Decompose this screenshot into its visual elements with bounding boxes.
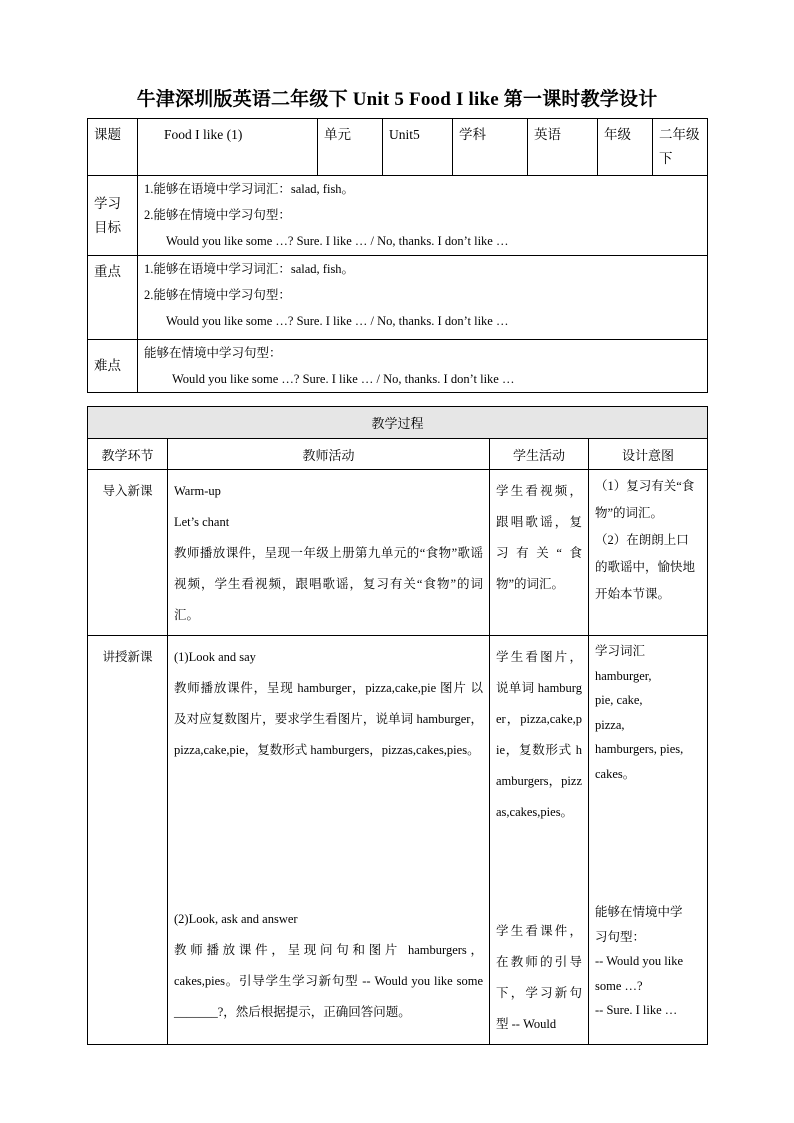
lesson-info-table — [87, 118, 708, 393]
unit-label: 单元 — [318, 119, 383, 176]
topic-label: 课题 — [88, 119, 138, 176]
goals-label: 学习目标 — [88, 176, 138, 256]
text-line: Let’s chant — [174, 515, 230, 529]
topic-value: Food I like (1) — [138, 119, 318, 176]
intent-line: -- Sure. I like … — [595, 1003, 678, 1017]
subject-value: 英语 — [528, 119, 598, 176]
intent-line: some …? — [595, 978, 643, 993]
text-paragraph: 教师播放课件，呈现一年级上册第九单元的“食物”歌谣视频，学生看视频，跟唱歌谣，复习有关“食物”的词汇。 — [174, 546, 483, 622]
goals-content — [138, 176, 708, 256]
goals-line: 1.能够在语境中学习词汇：salad, fish。 — [144, 182, 355, 196]
text-paragraph: 学生看课件，在教师的引导下，学习新句型 -- Would — [496, 924, 582, 1031]
text-paragraph: 教师播放课件，呈现 hamburger，pizza,cake,pie 图片 以及对应复数图片，要求学生看图片，说单词 hamburger，pizza,cake,pie，复数形式 hamburgers，pizzas,cakes,pies。 — [174, 681, 483, 757]
text-paragraph: 教师播放课件，呈现问句和图片 hamburgers，cakes,pies。引导学生学习新句型 -- Would you like some _______?，然后根据提示，正确回答问题。 — [174, 943, 483, 1019]
key-line: 1.能够在语境中学习词汇：salad, fish。 — [144, 262, 355, 276]
process-title: 教学过程 — [88, 407, 708, 439]
difficulty-line: Would you like some …? Sure. I like … / No, thanks. I don’t like … — [172, 372, 515, 386]
text-paragraph: 学生看图片，说单词 hamburger，pizza,cake,pie，复数形式 hamburgers，pizzas,cakes,pies。 — [496, 650, 582, 819]
design-intent-intro — [589, 470, 708, 636]
page-title: 牛津深圳版英语二年级下 Unit 5 Food I like 第一课时教学设计 — [136, 89, 658, 110]
subject-label: 学科 — [453, 119, 528, 176]
text-line: Warm-up — [174, 484, 221, 498]
student-activity-new — [490, 636, 589, 1045]
difficulty-label: 难点 — [88, 340, 138, 393]
intent-line: pizza, — [595, 717, 625, 732]
teaching-process-table — [87, 406, 708, 1045]
teacher-activity-new — [168, 636, 490, 1045]
intent-line: （2）在朗朗上口的歌谣中，愉快地开始本节课。 — [595, 533, 696, 601]
header-intent: 设计意图 — [589, 439, 708, 470]
intent-line: hamburgers, pies, — [595, 742, 684, 756]
intent-line: -- Would you like — [595, 954, 683, 968]
intent-line: cakes。 — [595, 766, 636, 781]
stage-new-lesson: 讲授新课 — [88, 636, 168, 1045]
key-points-content — [138, 256, 708, 340]
intent-line: （1）复习有关“食物”的词汇。 — [595, 479, 695, 520]
difficulty-line: 能够在情境中学习句型： — [144, 346, 282, 360]
header-student: 学生活动 — [490, 439, 589, 470]
intent-line: hamburger, — [595, 668, 652, 683]
intent-line: pie, cake, — [595, 693, 643, 707]
header-stage: 教学环节 — [88, 439, 168, 470]
key-line: 2.能够在情境中学习句型： — [144, 288, 291, 302]
stage-intro: 导入新课 — [88, 470, 168, 636]
header-teacher: 教师活动 — [168, 439, 490, 470]
goals-line: 2.能够在情境中学习句型： — [144, 208, 291, 222]
design-intent-new — [589, 636, 708, 1045]
intent-line: 习句型： — [595, 929, 646, 944]
text-line: (2)Look, ask and answer — [174, 912, 298, 926]
text-line: (1)Look and say — [174, 650, 256, 664]
key-points-label: 重点 — [88, 256, 138, 340]
intent-line: 学习词汇 — [595, 644, 646, 658]
teacher-activity-intro — [168, 470, 490, 636]
intent-line: 能够在情境中学 — [595, 905, 683, 919]
unit-value: Unit5 — [383, 119, 453, 176]
student-activity-intro: 学生看视频，跟唱歌谣，复习有关“食物”的词汇。 — [490, 470, 589, 636]
difficulty-content — [138, 340, 708, 393]
key-line: Would you like some …? Sure. I like … / No, thanks. I don’t like … — [166, 314, 509, 328]
grade-value: 二年级下 — [653, 119, 708, 176]
grade-label: 年级 — [598, 119, 653, 176]
goals-line: Would you like some …? Sure. I like … / No, thanks. I don’t like … — [166, 234, 509, 248]
